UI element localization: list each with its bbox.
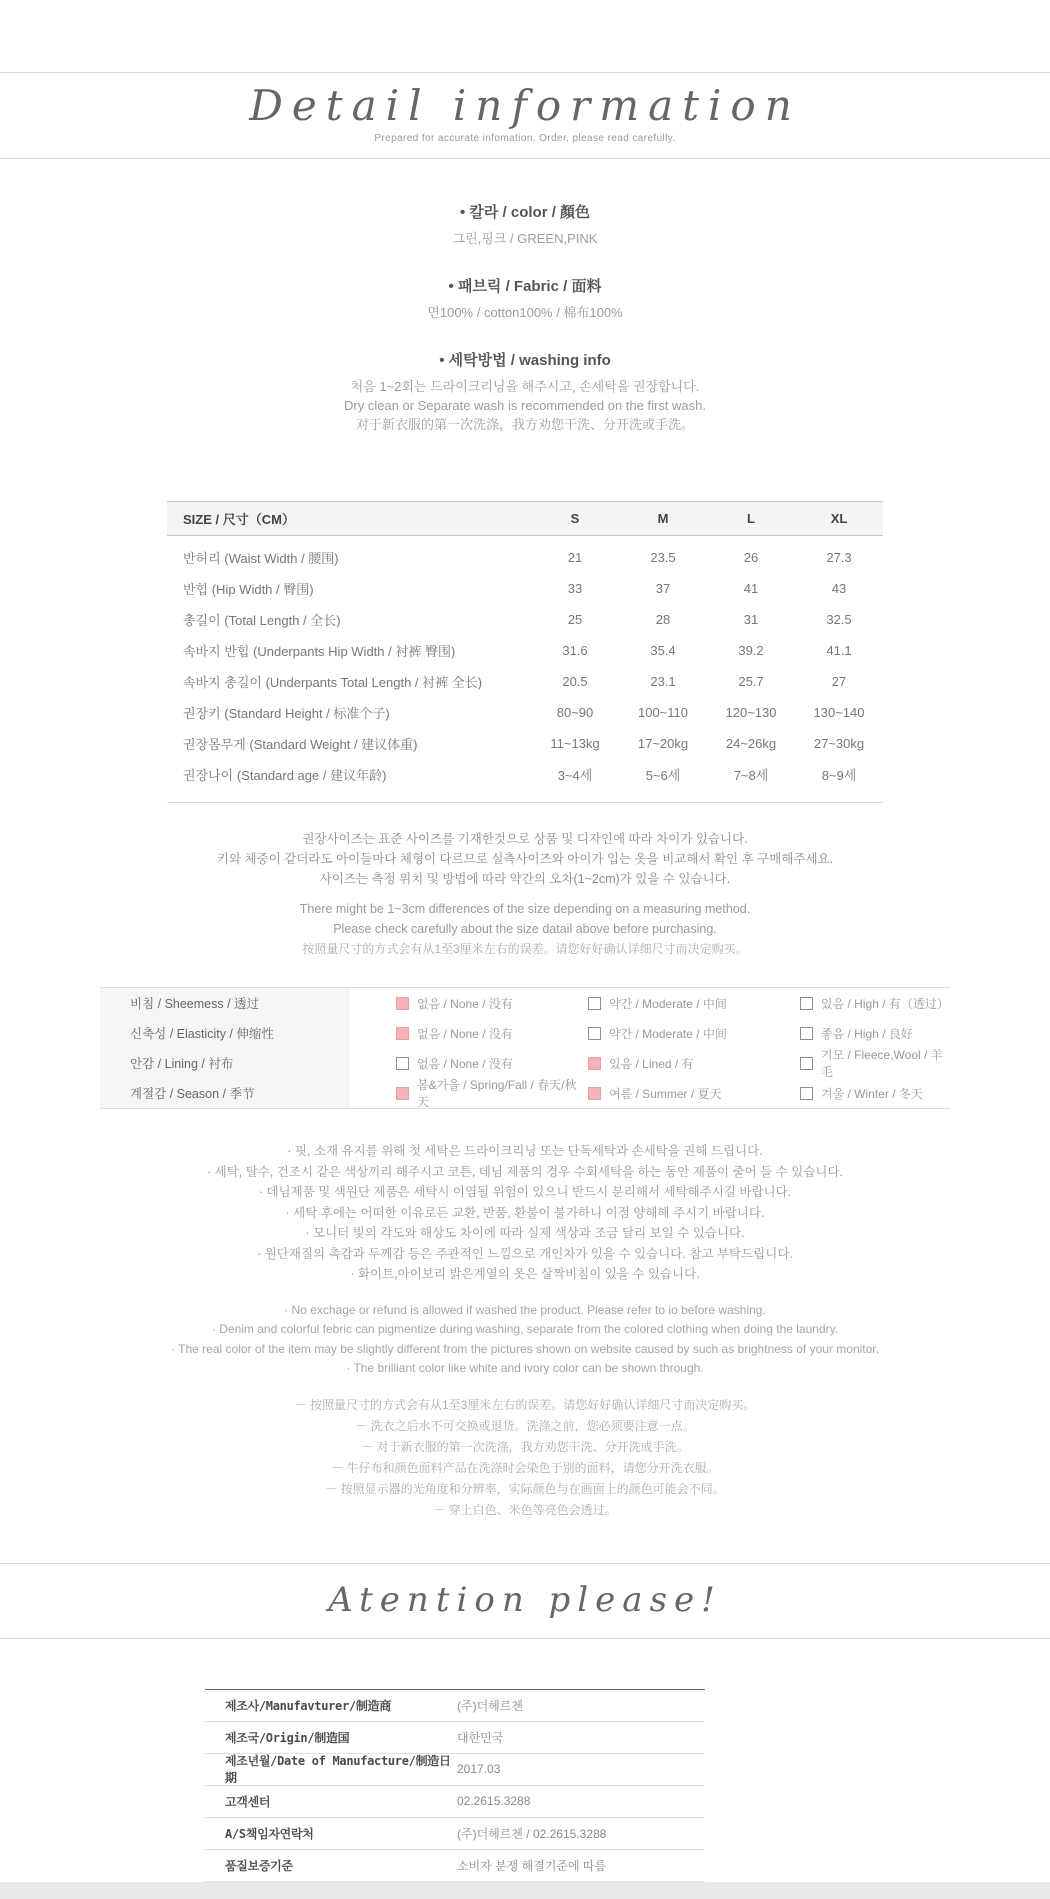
size-value: 27.3 — [826, 550, 852, 565]
attributes-checklist — [100, 987, 950, 1109]
manufacturer-value: 대한민국 — [457, 1730, 504, 1745]
footer-band — [0, 1882, 1050, 1899]
size-table-body — [167, 536, 883, 802]
size-value: 3~4세 — [557, 768, 593, 783]
size-value: 25.7 — [738, 674, 764, 689]
attribute-option-label: 봄&가을 / Spring/Fall / 春天/秋天 — [417, 1078, 577, 1109]
info-section-title: • 세탁방법 / washing info — [439, 352, 611, 369]
attribute-option — [800, 1078, 950, 1108]
size-table-row — [167, 635, 883, 666]
manufacturer-row — [205, 1786, 705, 1818]
size-value: 17~20kg — [637, 736, 689, 751]
size-notes-chinese — [0, 939, 1050, 959]
page-subtitle: Prepared for accurate infomation. Order, please read carefully. — [374, 133, 676, 144]
size-value: 5~6세 — [645, 768, 681, 783]
care-note-line: · No exchage or refund is allowed if washed the product. Please refer to io before washing. — [284, 1302, 766, 1317]
attribute-option-label: 없음 / None / 没有 — [417, 1056, 513, 1071]
size-value: 80~90 — [556, 705, 594, 720]
size-value: 31 — [743, 612, 759, 627]
size-value: 27 — [831, 674, 847, 689]
attribute-option — [800, 1048, 950, 1078]
attribute-option-label: 있음 / High / 有（透过） — [821, 996, 949, 1011]
checked-checkbox-icon — [396, 1087, 409, 1100]
manufacturer-value: (주)더헤르첸 / 02.2615.3288 — [457, 1826, 607, 1841]
manufacturer-row — [205, 1722, 705, 1754]
size-value: 41 — [743, 581, 759, 596]
size-value: 33 — [567, 581, 583, 596]
attribute-label: 계절감 / Season / 季节 — [100, 1078, 350, 1108]
attribute-option-label: 있음 / Lined / 有 — [609, 1056, 694, 1071]
size-value: 7~8세 — [733, 768, 769, 783]
page-title: Detail information — [249, 81, 801, 130]
attribute-option-label: 약간 / Moderate / 中间 — [609, 996, 727, 1011]
size-table-row — [167, 573, 883, 604]
attribute-option-label: 없음 / None / 没有 — [417, 996, 513, 1011]
size-row-label: 속바지 총길이 (Underpants Total Length / 衬裤 全长) — [183, 675, 483, 690]
manufacturer-label: 제조국/Origin/制造国 — [225, 1730, 350, 1745]
info-section-line: 면100% / cotton100% / 棉布100% — [427, 305, 623, 320]
info-section — [0, 201, 1050, 248]
unchecked-checkbox-icon — [396, 1057, 409, 1070]
checked-checkbox-icon — [588, 1087, 601, 1100]
manufacturer-value: 소비자 분쟁 해결기준에 따름 — [457, 1858, 607, 1873]
size-value: 130~140 — [813, 705, 865, 720]
manufacturer-row — [205, 1754, 705, 1786]
attribute-option — [588, 1078, 800, 1108]
care-note-line: － 按照量尺寸的方式会有从1至3厘米左右的误差。请您好好确认详细尺寸而决定购买。 — [294, 1397, 756, 1412]
care-note-line: － 穿上白色、米色等亮色会透过。 — [433, 1502, 617, 1517]
size-value: 28 — [655, 612, 671, 627]
attribute-option — [800, 1018, 950, 1048]
care-notes-english — [0, 1301, 1050, 1379]
size-note-line: There might be 1~3cm differences of the size depending on a measuring method. — [299, 902, 751, 916]
care-note-line: － 洗衣之后水不可交换或退货。洗涤之前，您必须要注意一点。 — [355, 1418, 695, 1433]
attribute-label: 신축성 / Elasticity / 伸缩性 — [100, 1018, 350, 1048]
size-note-line: 키와 체중이 같더라도 아이들마다 체형이 다르므로 실측사이즈와 아이가 입는 옷을 비교해서 확인 후 구매해주세요. — [216, 852, 834, 866]
size-table-row — [167, 666, 883, 697]
attribute-option — [350, 1078, 588, 1108]
size-note-line: Please check carefully about the size datail above before purchasing. — [333, 922, 717, 936]
attribute-option — [588, 988, 800, 1018]
size-note-line: 按照量尺寸的方式会有从1至3厘米左右的误差。请您好好确认详细尺寸而决定购买。 — [302, 942, 748, 956]
care-notes-korean — [0, 1141, 1050, 1285]
size-notes-english — [0, 899, 1050, 939]
care-notes-chinese — [0, 1395, 1050, 1521]
info-section — [0, 349, 1050, 434]
detail-info-header — [0, 72, 1050, 159]
attention-title: Atention please! — [328, 1579, 722, 1620]
size-row-label: 속바지 반힙 (Underpants Hip Width / 衬裤 臀围) — [183, 644, 456, 659]
size-value: 11~13kg — [550, 736, 600, 751]
size-value: 41.1 — [826, 643, 852, 658]
size-table-row — [167, 697, 883, 728]
manufacturer-row — [205, 1818, 705, 1850]
attribute-option — [800, 988, 950, 1018]
attribute-option-label: 좋음 / High / 良好 — [821, 1026, 913, 1041]
attribute-row — [100, 1078, 950, 1108]
size-column-header: S — [570, 511, 580, 526]
manufacturer-label: 품질보증기준 — [225, 1858, 293, 1873]
size-value: 120~130 — [725, 705, 777, 720]
info-section-title: • 패브릭 / Fabric / 面料 — [448, 278, 602, 295]
size-note-line: 사이즈는 측정 위치 및 방법에 따라 약간의 오차(1~2cm)가 있을 수 있습니다. — [319, 872, 731, 886]
manufacturer-value: 02.2615.3288 — [457, 1794, 531, 1808]
attribute-option — [588, 1048, 800, 1078]
size-column-header: L — [747, 511, 755, 526]
attention-header — [0, 1563, 1050, 1639]
size-value: 20.5 — [562, 674, 588, 689]
size-row-label: 반힙 (Hip Width / 臀围) — [183, 582, 314, 597]
care-note-line: · 핏, 소재 유지를 위해 첫 세탁은 드라이크리닝 또는 단독세탁과 손세탁을 권해 드립니다. — [287, 1144, 763, 1158]
care-note-line: － 对于新衣服的第一次洗涤，我方劝您干洗、分开洗或手洗。 — [361, 1439, 689, 1454]
size-value: 39.2 — [738, 643, 764, 658]
manufacturer-value: (주)더헤르첸 — [457, 1698, 523, 1713]
size-value: 26 — [743, 550, 759, 565]
care-note-line: － 按照显示器的光角度和分辨率，实际颜色与在画面上的颜色可能会不同。 — [325, 1481, 725, 1496]
attribute-row — [100, 988, 950, 1018]
size-table-row — [167, 728, 883, 759]
care-note-line: · 화이트,아이보리 밝은계열의 옷은 살짝비침이 있을 수 있습니다. — [350, 1267, 700, 1281]
info-section-line: 그린,핑크 / GREEN,PINK — [452, 231, 598, 246]
size-table — [167, 501, 883, 803]
attribute-option-label: 기모 / Fleece,Wool / 羊毛 — [821, 1048, 943, 1079]
size-value: 37 — [655, 581, 671, 596]
unchecked-checkbox-icon — [800, 1057, 813, 1070]
checked-checkbox-icon — [396, 997, 409, 1010]
size-value: 100~110 — [637, 705, 688, 720]
size-notes-korean — [0, 829, 1050, 889]
attribute-option — [350, 1018, 588, 1048]
attribute-label: 안감 / Lining / 衬布 — [100, 1048, 350, 1078]
size-value: 32.5 — [826, 612, 852, 627]
manufacturer-label: 제조사/Manufavturer/制造商 — [225, 1698, 391, 1713]
size-row-label: 반허리 (Waist Width / 腰围) — [183, 551, 339, 566]
attribute-option-label: 없음 / None / 没有 — [417, 1026, 513, 1041]
care-note-line: － 牛仔布和颜色面料产品在洗涤时会染色于别的面料，请您分开洗衣服。 — [331, 1460, 719, 1475]
manufacturer-row — [205, 1850, 705, 1882]
care-note-line: · 원단재질의 촉감과 두께감 등은 주관적인 느낌으로 개인차가 있을 수 있습니다. 참고 부탁드립니다. — [257, 1246, 793, 1261]
manufacturer-value: 2017.03 — [457, 1762, 501, 1776]
care-note-line: · The brilliant color like white and ivory color can be shown through. — [346, 1361, 704, 1375]
info-section-title: • 칼라 / color / 顏色 — [459, 204, 591, 221]
care-note-line: · Denim and colorful febric can pigmentize during washing, separate from the colored clothing when doing the laundry. — [211, 1322, 839, 1336]
size-value: 43 — [831, 581, 847, 596]
size-value: 21 — [567, 550, 583, 565]
size-row-label: 권장나이 (Standard age / 建议年龄) — [183, 768, 387, 783]
info-section-line: Dry clean or Separate wash is recommended on the first wash. — [343, 398, 706, 413]
product-info-sections — [0, 201, 1050, 461]
manufacturer-table — [205, 1689, 705, 1882]
size-column-header: M — [657, 511, 669, 526]
info-section-line: 对于新衣服的第一次洗涤，我方劝您干洗、分开洗或手洗。 — [355, 417, 694, 432]
checked-checkbox-icon — [396, 1027, 409, 1040]
care-notes — [0, 1141, 1050, 1521]
attribute-option — [350, 1048, 588, 1078]
size-table-header — [167, 501, 883, 536]
unchecked-checkbox-icon — [588, 997, 601, 1010]
care-note-line: · 세탁 후에는 어떠한 이유로든 교환, 반품, 환불이 불가하니 이점 양해해 주시기 바랍니다. — [285, 1205, 765, 1220]
size-row-label: 권장몸무게 (Standard Weight / 建议体重) — [183, 737, 418, 752]
size-column-header: XL — [830, 511, 848, 526]
size-value: 35.4 — [650, 643, 676, 658]
attribute-option-label: 여름 / Summer / 夏天 — [609, 1086, 722, 1101]
care-note-line: · 세탁, 탈수, 건조시 같은 색상끼리 해주시고 코튼, 데님 제품의 경우 수회세탁을 하는 동안 제품이 줄어 들 수 있습니다. — [206, 1164, 844, 1179]
size-notes — [0, 829, 1050, 959]
attribute-option-label: 겨울 / Winter / 冬天 — [821, 1086, 923, 1101]
unchecked-checkbox-icon — [800, 1087, 813, 1100]
unchecked-checkbox-icon — [800, 1027, 813, 1040]
size-value: 23.1 — [650, 674, 676, 689]
size-table-title: SIZE / 尺寸（CM） — [183, 512, 295, 527]
size-value: 8~9세 — [821, 768, 857, 783]
unchecked-checkbox-icon — [800, 997, 813, 1010]
unchecked-checkbox-icon — [588, 1027, 601, 1040]
size-value: 31.6 — [562, 643, 588, 658]
size-table-row — [167, 759, 883, 790]
size-table-row — [167, 604, 883, 635]
attribute-row — [100, 1018, 950, 1048]
checked-checkbox-icon — [588, 1057, 601, 1070]
size-value: 27~30kg — [813, 736, 865, 751]
attribute-label: 비침 / Sheemess / 透过 — [100, 988, 350, 1018]
manufacturer-label: 제조년월/Date of Manufacture/制造日期 — [225, 1754, 451, 1785]
size-row-label: 총길이 (Total Length / 全长) — [183, 613, 341, 628]
manufacturer-label: A/S책임자연락처 — [225, 1826, 314, 1841]
care-note-line: · The real color of the item may be slightly different from the pictures shown on website caused by such as brightness of your monitor. — [171, 1341, 879, 1356]
size-value: 25 — [567, 612, 583, 627]
manufacturer-label: 고객센터 — [225, 1794, 271, 1809]
attribute-option-label: 약간 / Moderate / 中间 — [609, 1026, 727, 1041]
size-value: 24~26kg — [725, 736, 777, 751]
size-row-label: 권장키 (Standard Height / 标准个子) — [183, 706, 390, 721]
attribute-option — [588, 1018, 800, 1048]
attribute-row — [100, 1048, 950, 1078]
info-section — [0, 275, 1050, 322]
size-note-line: 권장사이즈는 표준 사이즈를 기재한것으로 상품 및 디자인에 따라 차이가 있습니다. — [302, 832, 748, 846]
info-section-line: 처음 1~2회는 드라이크리닝을 해주시고, 손세탁을 권장합니다. — [350, 379, 700, 394]
care-note-line: · 데님제품 및 색원단 제품은 세탁시 이염될 위험이 있으니 반드시 분리해서 세탁해주시길 바랍니다. — [258, 1185, 792, 1199]
size-value: 23.5 — [650, 550, 676, 565]
manufacturer-row — [205, 1690, 705, 1722]
care-note-line: · 모니터 빛의 각도와 해상도 차이에 따라 실제 색상과 조금 달리 보일 수 있습니다. — [305, 1226, 745, 1240]
attribute-option — [350, 988, 588, 1018]
size-table-row — [167, 542, 883, 573]
